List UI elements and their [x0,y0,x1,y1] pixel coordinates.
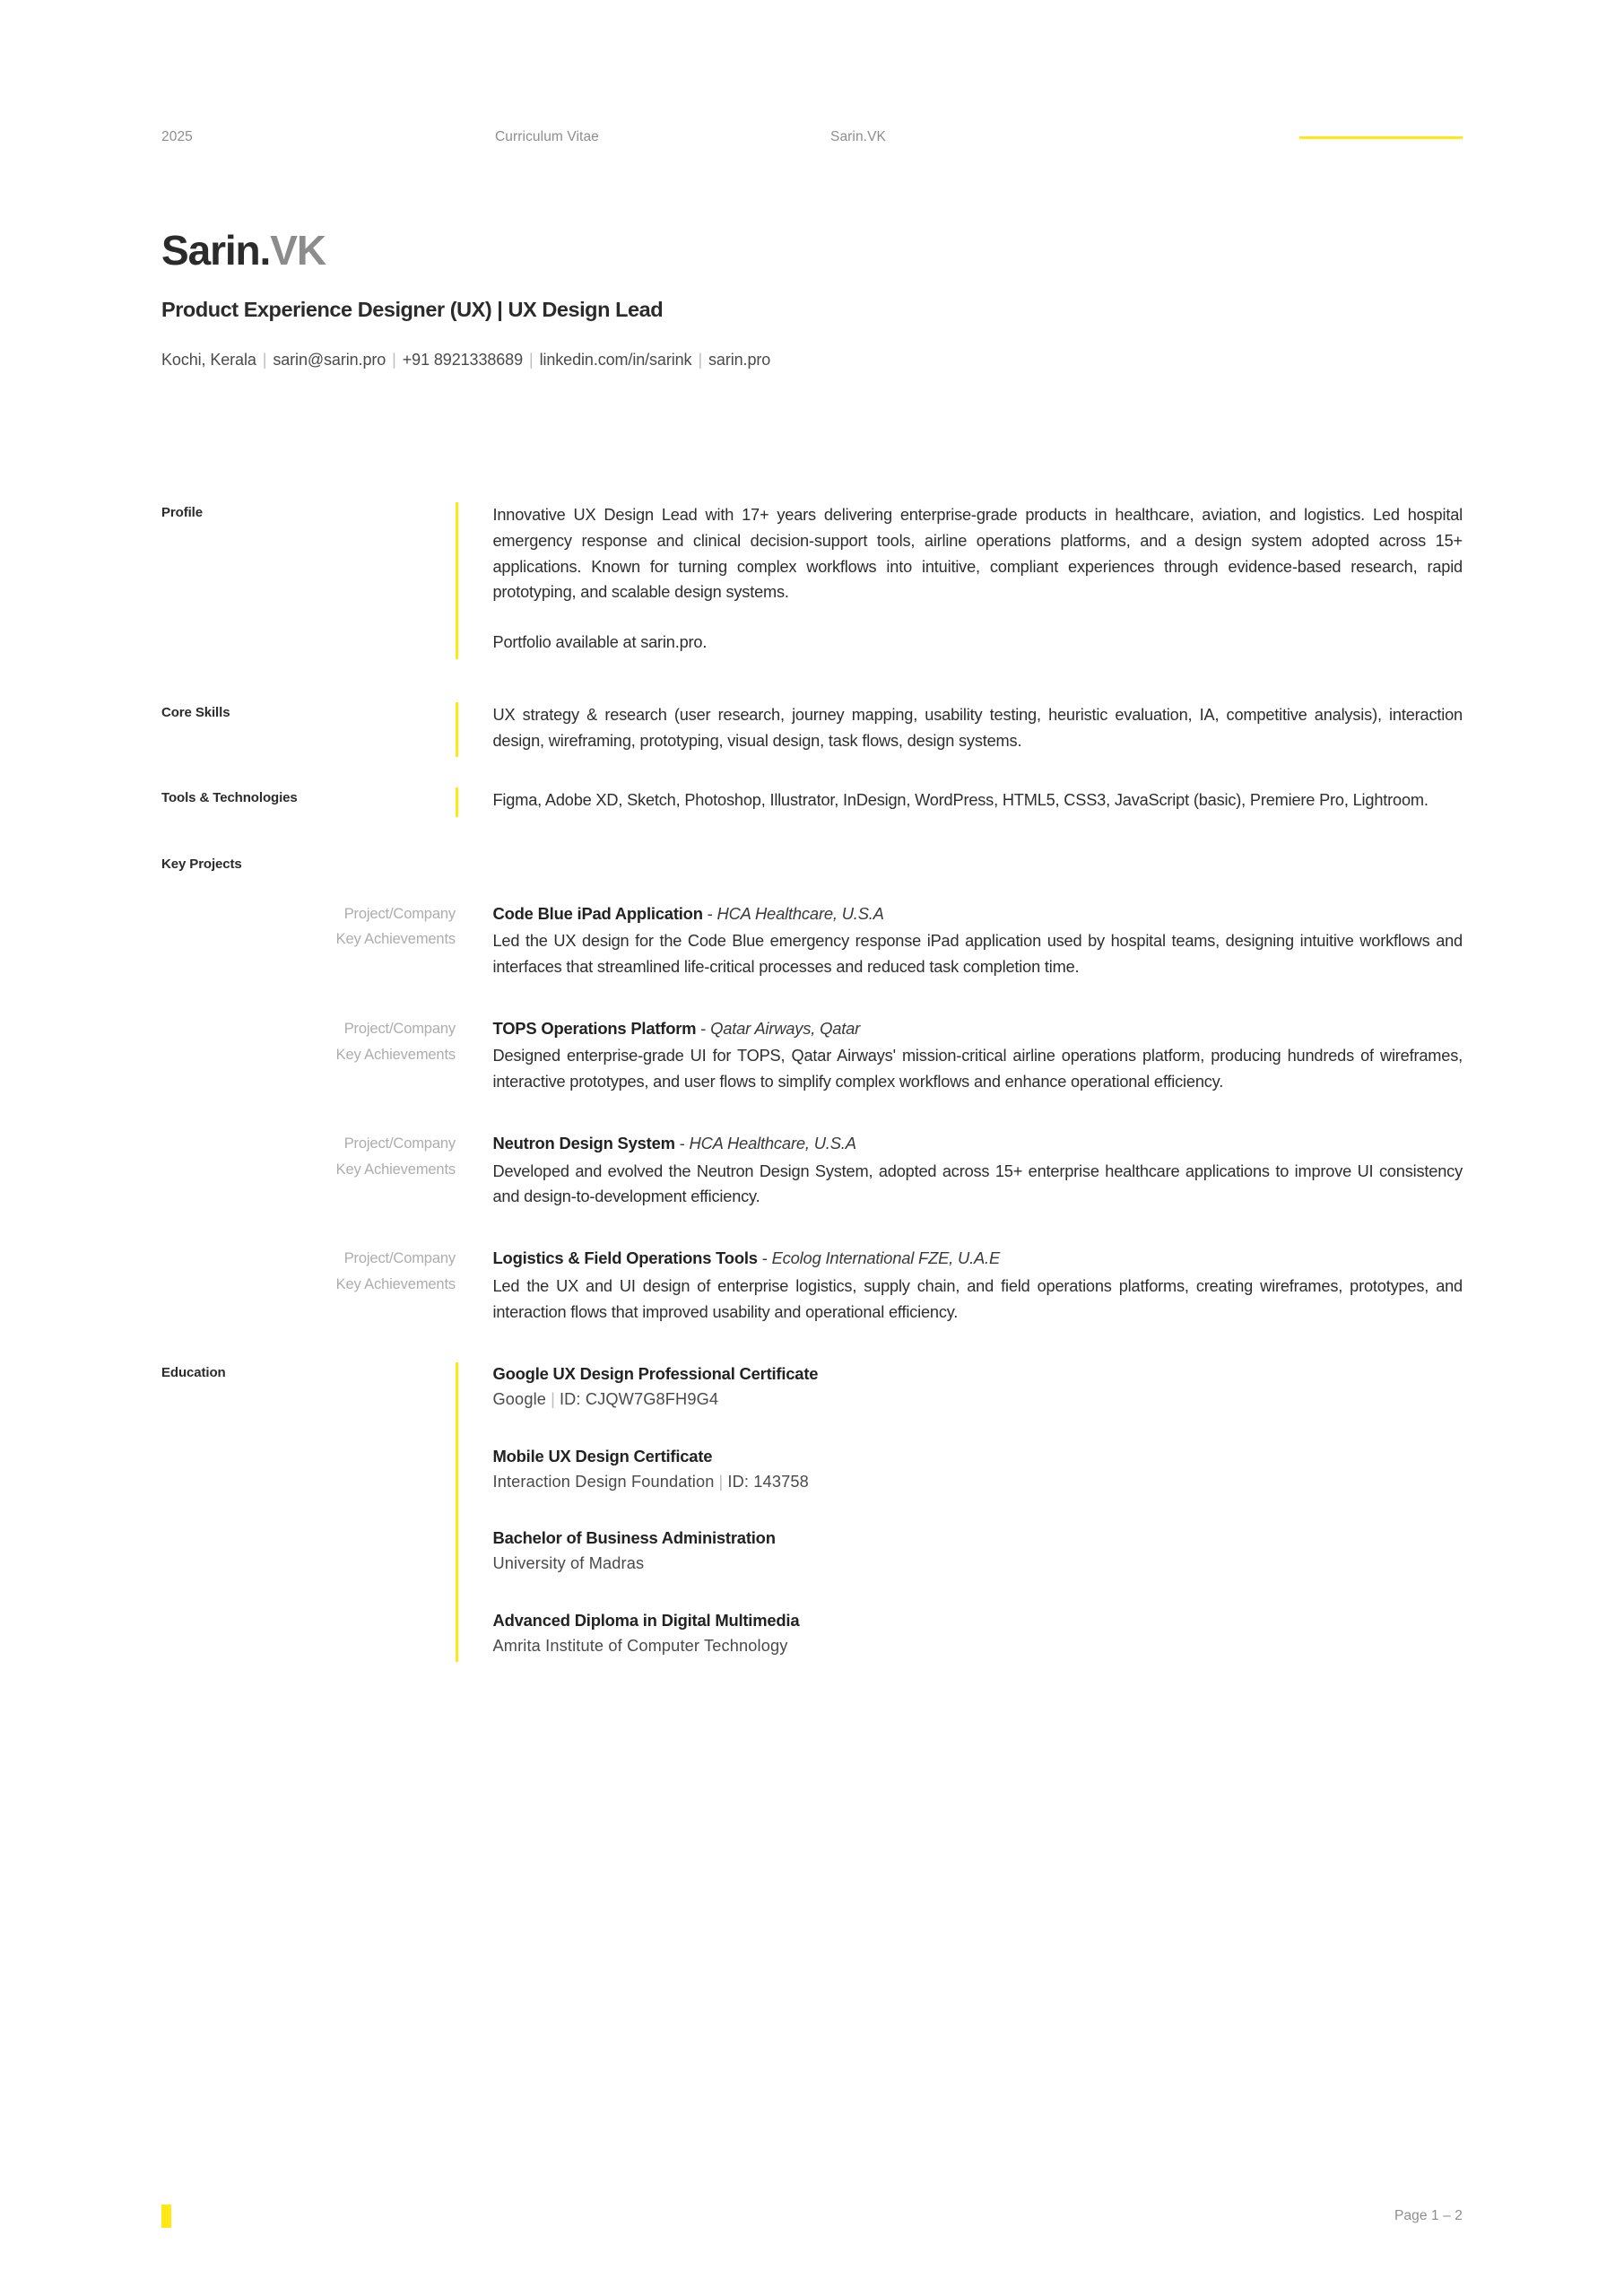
project-title [493,902,1463,926]
section-label-profile: Profile [161,505,203,520]
footer-accent-mark [161,2205,171,2228]
project-company-label: Project/Company [343,1135,456,1152]
masthead [161,229,1463,370]
education-degree: Advanced Diploma in Digital Multimedia [492,1610,800,1630]
section-key-projects [161,855,1463,1325]
spacer [161,659,1463,702]
project-company-label: Project/Company [343,905,456,922]
project-dash: - [696,1018,711,1038]
section-body-profile [493,502,1463,659]
project-body [493,1017,1463,1095]
education-detail: ID: CJQW7G8FH9G4 [559,1390,719,1409]
section-label-tools-technologies: Tools & Technologies [161,790,298,806]
education-degree: Bachelor of Business Administration [492,1528,776,1548]
education-item [493,1362,1463,1412]
project-body [493,902,1463,980]
spacer [161,1325,1463,1362]
contact-separator: | [262,350,267,369]
header-accent-rule [1299,136,1463,139]
running-head-name: Sarin.VK [830,129,886,144]
project-name: TOPS Operations Platform [492,1018,697,1038]
contact-line [161,349,1463,370]
project-organization: HCA Healthcare, U.S.A [716,903,884,923]
project-title [493,1017,1463,1041]
spacer [161,875,1463,902]
section-accent-rule [456,502,458,659]
contact-separator: | [392,350,396,369]
profile-paragraph: Innovative UX Design Lead with 17+ years delivering enterprise-grade products in healthcare, aviation, and logistics. Led hospital emergency response and clinical decision-support tools, airline operations platforms, and a design system adopted across 15+ applications. Known for turning complex workflows into intuitive, compliant experiences through evidence-based research, rapid prototyping, and scalable design systems. [492,506,1463,602]
job-title: Product Experience Designer (UX) | UX Design Lead [161,298,664,322]
contact-email[interactable]: sarin@sarin.pro [273,350,386,369]
project-title [493,1247,1463,1271]
section-accent-rule [456,787,458,817]
profile-portfolio-note: Portfolio available at sarin.pro. [492,633,708,651]
page-number: Page 1 – 2 [1394,2208,1463,2223]
project-dash: - [702,903,717,923]
education-institution-line [493,1387,1463,1412]
education-separator: | [551,1390,555,1409]
education-institution-line [493,1634,1463,1658]
project-item [161,1132,1463,1210]
brand-suffix: VK [270,227,326,274]
running-head [161,127,1463,147]
project-dash: - [674,1133,690,1152]
section-accent-rule [456,702,458,758]
section-body-core-skills: UX strategy & research (user research, journey mapping, usability testing, heuristic evaluation, IA, competitive analysis), interaction design, wireframing, prototyping, visual design, task flows, design systems. [492,705,1463,750]
education-degree: Google UX Design Professional Certificate [492,1364,819,1384]
project-item [161,902,1463,980]
contact-location: Kochi, Kerala [161,350,256,369]
project-item [161,1247,1463,1325]
contact-linkedin[interactable]: linkedin.com/in/sarink [539,350,692,369]
section-accent-rule [456,1362,458,1662]
section-education [161,1362,1463,1662]
project-name: Logistics & Field Operations Tools [492,1248,758,1268]
education-institution: Interaction Design Foundation [492,1472,715,1491]
section-label-core-skills: Core Skills [161,704,230,720]
project-company-label: Project/Company [343,1250,456,1267]
section-label-education: Education [161,1365,226,1381]
section-tools-technologies [161,787,1463,817]
education-degree: Mobile UX Design Certificate [492,1446,713,1465]
project-row-labels [161,1017,456,1066]
project-row-labels [161,1132,456,1181]
project-achievements: Designed enterprise-grade UI for TOPS, Qatar Airways' mission-critical airline operations platform, producing hundreds of wireframes, interactive prototypes, and user flows to simplify complex workflows and enhance operational efficiency. [492,1047,1463,1091]
section-profile [161,502,1463,659]
key-achievements-label: Key Achievements [335,1046,456,1063]
spacer [161,757,1463,787]
section-label-key-projects: Key Projects [161,857,242,872]
project-row-labels [161,1247,456,1296]
education-institution: Google [492,1390,547,1409]
project-achievements: Led the UX design for the Code Blue emergency response iPad application used by hospital teams, designing intuitive workflows and interfaces that streamlined life-critical processes and reduced task completion time. [492,932,1463,976]
education-item [493,1526,1463,1576]
education-institution-line [493,1470,1463,1494]
project-body [493,1132,1463,1210]
project-name: Neutron Design System [492,1133,675,1152]
project-company-label: Project/Company [343,1020,456,1037]
education-item [493,1445,1463,1494]
project-row-labels [161,902,456,952]
education-institution-line [493,1552,1463,1576]
education-institution: University of Madras [492,1554,645,1573]
key-achievements-label: Key Achievements [335,931,456,948]
project-organization: Qatar Airways, Qatar [710,1018,861,1038]
education-institution: Amrita Institute of Computer Technology [492,1636,788,1655]
key-achievements-label: Key Achievements [335,1275,456,1292]
education-detail: ID: 143758 [727,1472,809,1491]
contact-separator: | [529,350,534,369]
contact-website[interactable]: sarin.pro [708,350,771,369]
contact-phone[interactable]: +91 8921338689 [402,350,523,369]
project-organization: HCA Healthcare, U.S.A [689,1133,856,1152]
section-core-skills [161,702,1463,758]
project-item [161,1017,1463,1095]
project-organization: Ecolog International FZE, U.A.E [771,1248,1001,1268]
project-title [493,1132,1463,1156]
education-separator: | [718,1472,724,1491]
running-head-year: 2025 [161,129,193,144]
page-title [161,229,1463,272]
project-name: Code Blue iPad Application [492,903,703,923]
key-achievements-label: Key Achievements [335,1161,456,1178]
education-item [493,1609,1463,1658]
page-footer [161,2188,1463,2296]
project-dash: - [757,1248,772,1268]
project-body [493,1247,1463,1325]
brand-primary: Sarin. [161,227,271,274]
section-body-tools-technologies: Figma, Adobe XD, Sketch, Photoshop, Illustrator, InDesign, WordPress, HTML5, CSS3, JavaScript (basic), Premiere Pro, Lightroom. [492,791,1429,810]
contact-separator: | [698,350,703,369]
section-body-education [493,1362,1463,1662]
project-achievements: Led the UX and UI design of enterprise logistics, supply chain, and field operations platforms, creating wireframes, prototypes, and interaction flows that improved usability and operational efficiency. [492,1276,1463,1321]
cv-content [161,502,1463,1662]
spacer [161,817,1463,855]
project-achievements: Developed and evolved the Neutron Design System, adopted across 15+ enterprise healthcare applications to improve UI consistency and design-to-development efficiency. [492,1161,1463,1206]
running-head-document-type: Curriculum Vitae [495,129,599,144]
